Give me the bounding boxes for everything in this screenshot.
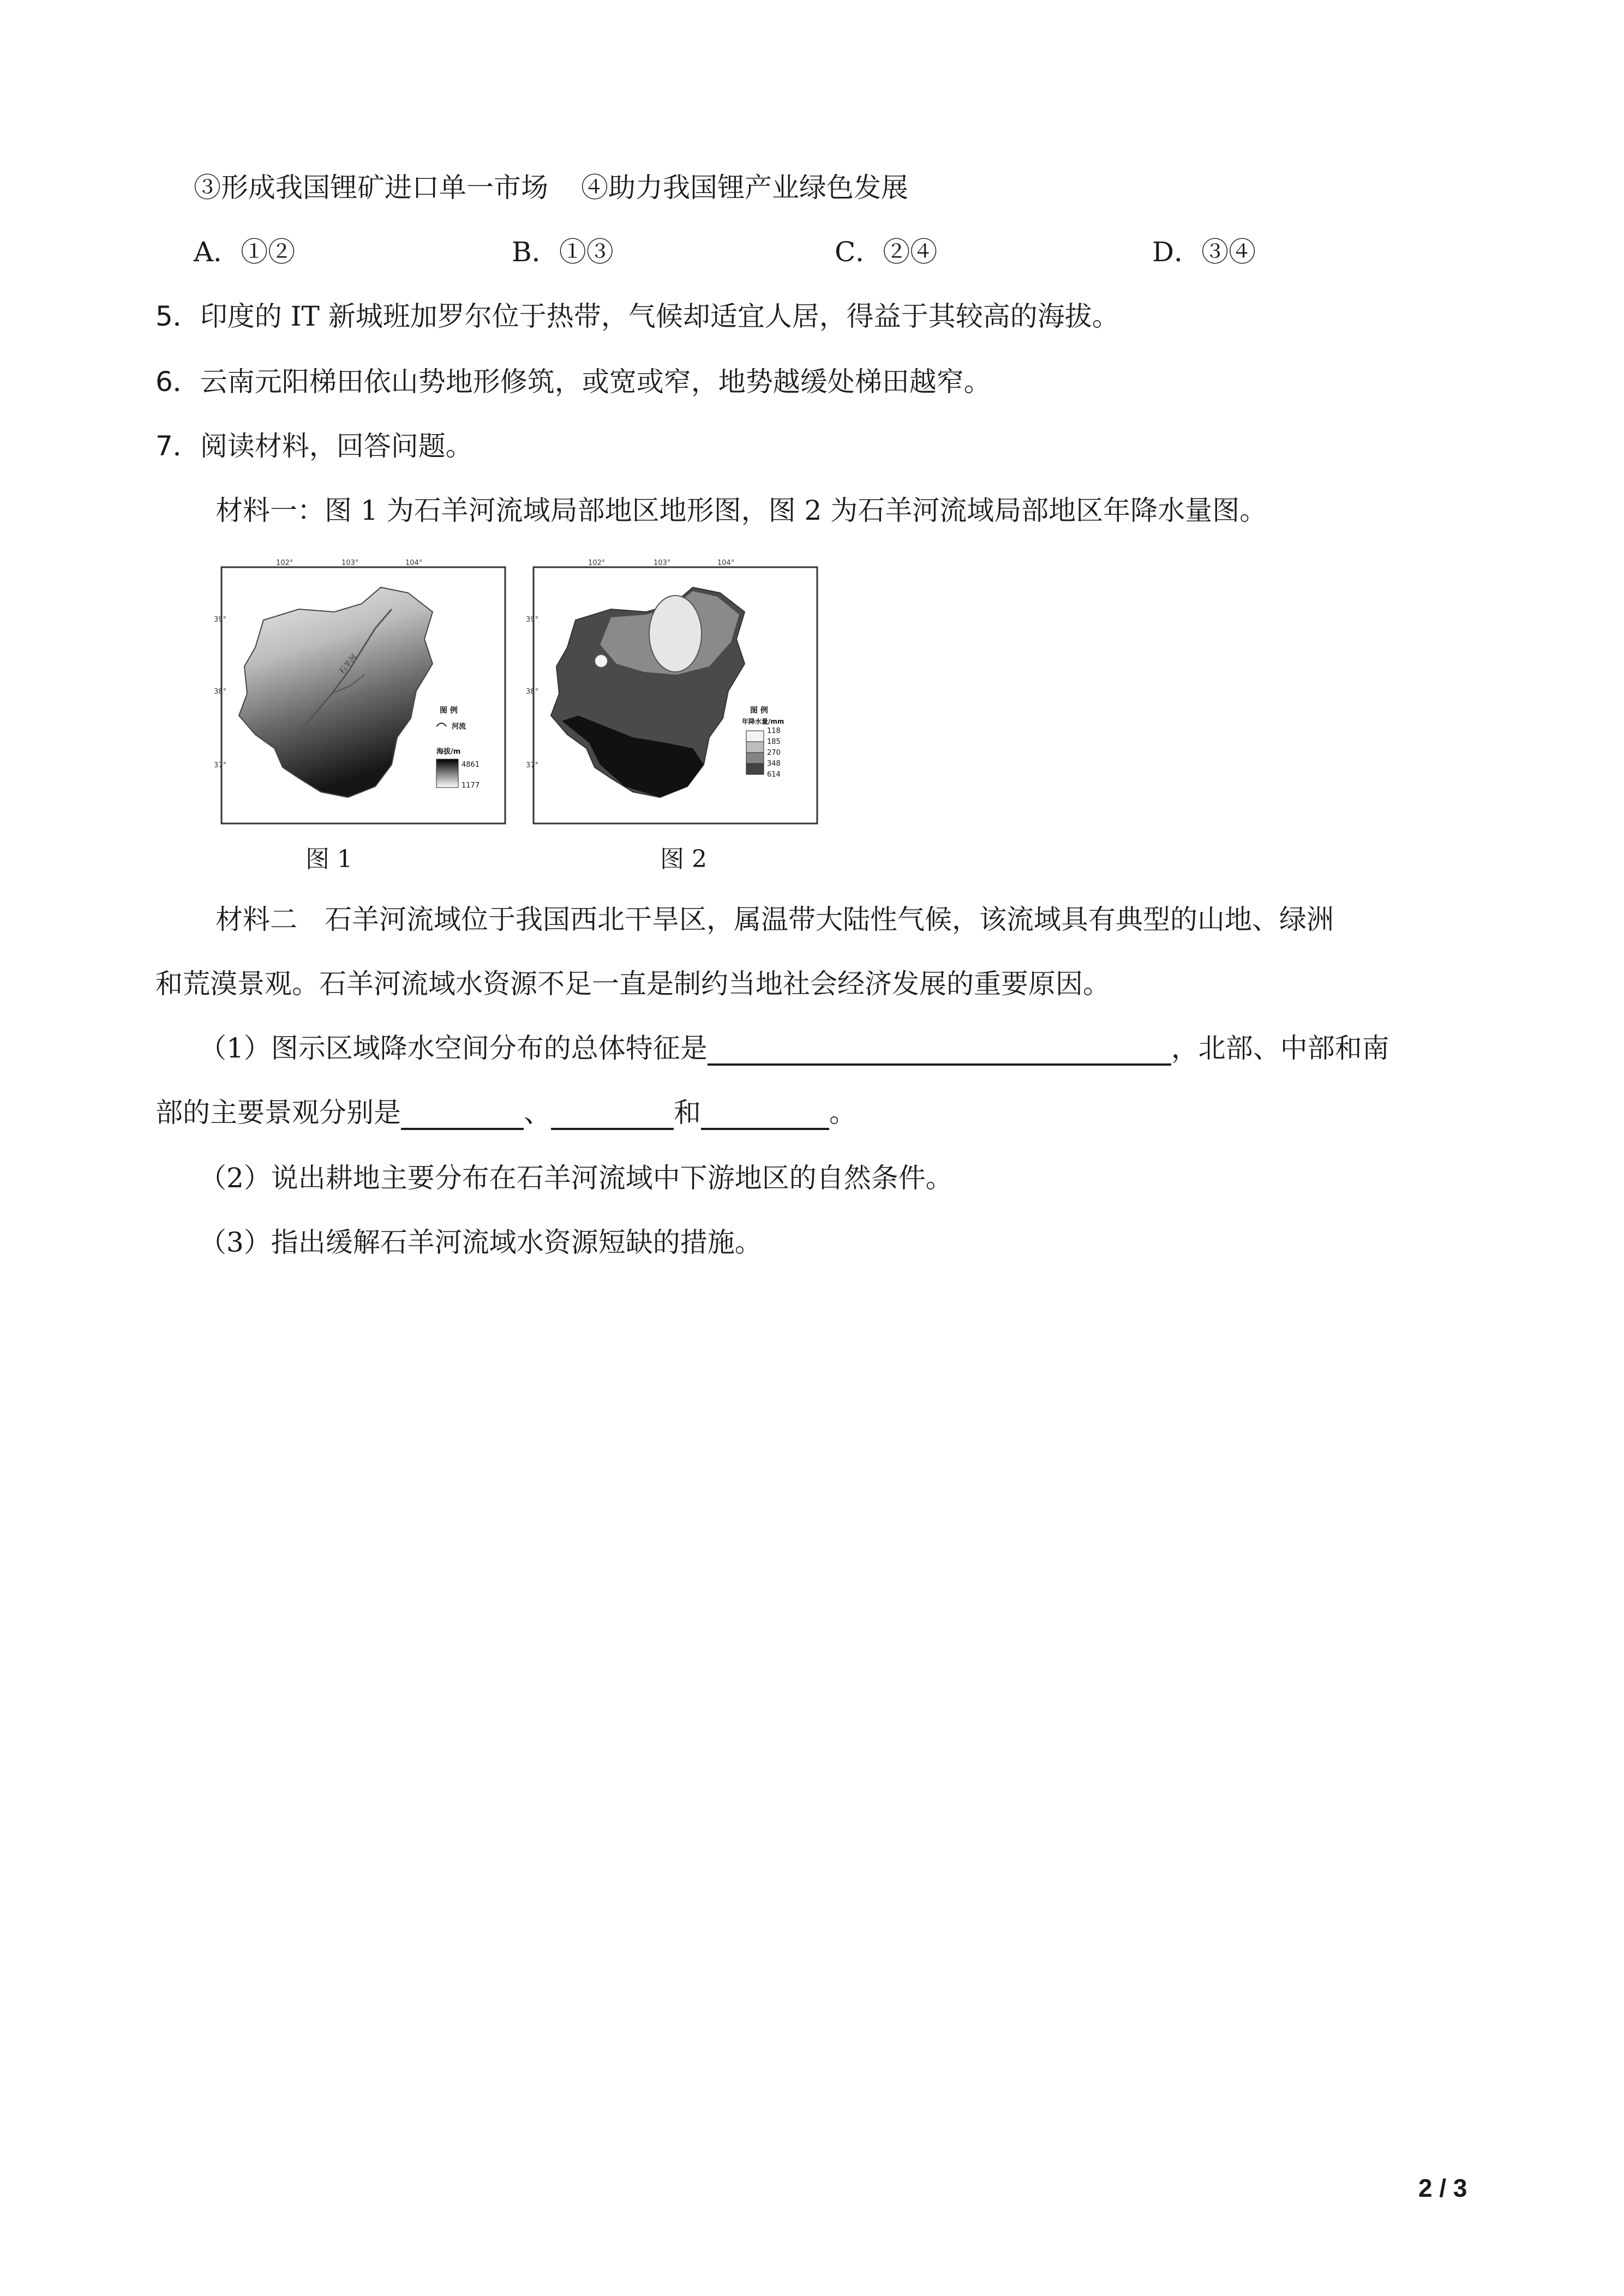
q4-option-item-3: ③形成我国锂矿进口单一市场 — [194, 172, 548, 203]
question-text: 云南元阳梯田依山势地形修筑，或宽或窄，地势越缓处梯田越窄。 — [200, 366, 991, 398]
question-5 — [155, 299, 1119, 334]
fig1-legend-title: 图 例 — [440, 706, 458, 715]
fig2-lon-label-2: 103° — [654, 559, 671, 567]
sub-question-1-line-1 — [199, 1031, 1389, 1066]
separator: 和 — [674, 1097, 701, 1128]
fig2-legend-value-1: 118 — [767, 727, 781, 735]
material-2-line-2: 和荒漠景观。石羊河流域水资源不足一直是制约当地社会经济发展的重要原因。 — [155, 968, 1110, 1000]
question-6 — [155, 364, 991, 399]
figure-1-caption: 图 1 — [305, 845, 352, 873]
sub-question-1-landscape-text: 部的主要景观分别是 — [155, 1097, 401, 1128]
answer-blank-middle[interactable] — [551, 1099, 674, 1130]
fig2-lat-label-3: 37° — [526, 761, 539, 770]
fig2-legend-value-3: 270 — [767, 749, 781, 757]
end-mark: 。 — [829, 1097, 856, 1128]
question-7 — [155, 429, 473, 464]
q4-choice-b: B．①③ — [512, 236, 614, 268]
fig1-legend-elev-min: 1177 — [462, 782, 480, 790]
question-text: 印度的 IT 新城班加罗尔位于热带，气候却适宜人居，得益于其较高的海拔。 — [200, 300, 1119, 332]
figure-1-terrain-map — [214, 557, 512, 830]
fig2-lat-label-1: 39° — [526, 616, 539, 624]
answer-blank-precipitation[interactable] — [708, 1035, 1171, 1066]
fig1-lon-label-1: 102° — [276, 559, 293, 567]
fig1-legend-elev-title: 海拔/m — [436, 748, 461, 756]
fig1-lat-label-2: 38° — [214, 688, 227, 696]
question-number: 5． — [155, 300, 200, 332]
material-1: 材料一：图 1 为石羊河流域局部地区地形图，图 2 为石羊河流域局部地区年降水量图。 — [215, 495, 1267, 526]
sub-question-1-text: （1）图示区域降水空间分布的总体特征是 — [199, 1032, 708, 1064]
material-2-line-1: 材料二 石羊河流域位于我国西北干旱区，属温带大陆性气候，该流域具有典型的山地、绿洲 — [215, 904, 1334, 935]
sub-question-3: （3）指出缓解石羊河流域水资源短缺的措施。 — [199, 1227, 762, 1258]
q4-choice-c: C．②④ — [835, 236, 938, 268]
fig2-legend-sub: 年降水量/mm — [742, 718, 784, 725]
fig2-lon-label-1: 102° — [588, 559, 606, 567]
fig2-legend-value-5: 614 — [767, 771, 781, 779]
question-number: 6． — [155, 366, 200, 398]
q4-option-item-4: ④助力我国锂产业绿色发展 — [581, 172, 908, 203]
page-number: 2 / 3 — [1418, 2174, 1467, 2202]
separator: 、 — [524, 1097, 551, 1128]
fig2-legend-value-2: 185 — [767, 738, 781, 746]
fig1-river-label: 石羊河 — [337, 653, 359, 676]
answer-blank-north[interactable] — [401, 1099, 524, 1130]
fig1-legend-river: 河流 — [452, 723, 466, 731]
fig2-zone-118 — [649, 596, 702, 672]
fig1-legend-elev-max: 4861 — [462, 761, 480, 769]
q4-choice-d: D．③④ — [1152, 236, 1256, 268]
q4-choice-a: A．①② — [194, 236, 296, 268]
sub-question-1-line-2 — [155, 1095, 856, 1130]
figure-2-caption: 图 2 — [660, 845, 707, 873]
question-text: 阅读材料，回答问题。 — [200, 430, 473, 462]
fig2-lon-label-3: 104° — [717, 559, 735, 567]
fig1-lat-label-1: 39° — [214, 616, 227, 624]
fig2-legend-title: 图 例 — [750, 706, 768, 715]
fig1-lon-label-2: 103° — [341, 559, 359, 567]
fig2-legend-value-4: 348 — [767, 760, 781, 768]
sub-question-2: （2）说出耕地主要分布在石羊河流域中下游地区的自然条件。 — [199, 1162, 953, 1194]
question-number: 7． — [155, 430, 200, 462]
fig2-zone-118-small — [595, 654, 608, 668]
fig2-lat-label-2: 38° — [526, 688, 539, 696]
answer-blank-south[interactable] — [701, 1099, 829, 1130]
fig1-lon-label-3: 104° — [405, 559, 423, 567]
sub-question-1-text-cont: ，北部、中部和南 — [1171, 1032, 1389, 1064]
figure-2-precipitation-map — [526, 557, 824, 830]
fig1-lat-label-3: 37° — [214, 761, 227, 770]
